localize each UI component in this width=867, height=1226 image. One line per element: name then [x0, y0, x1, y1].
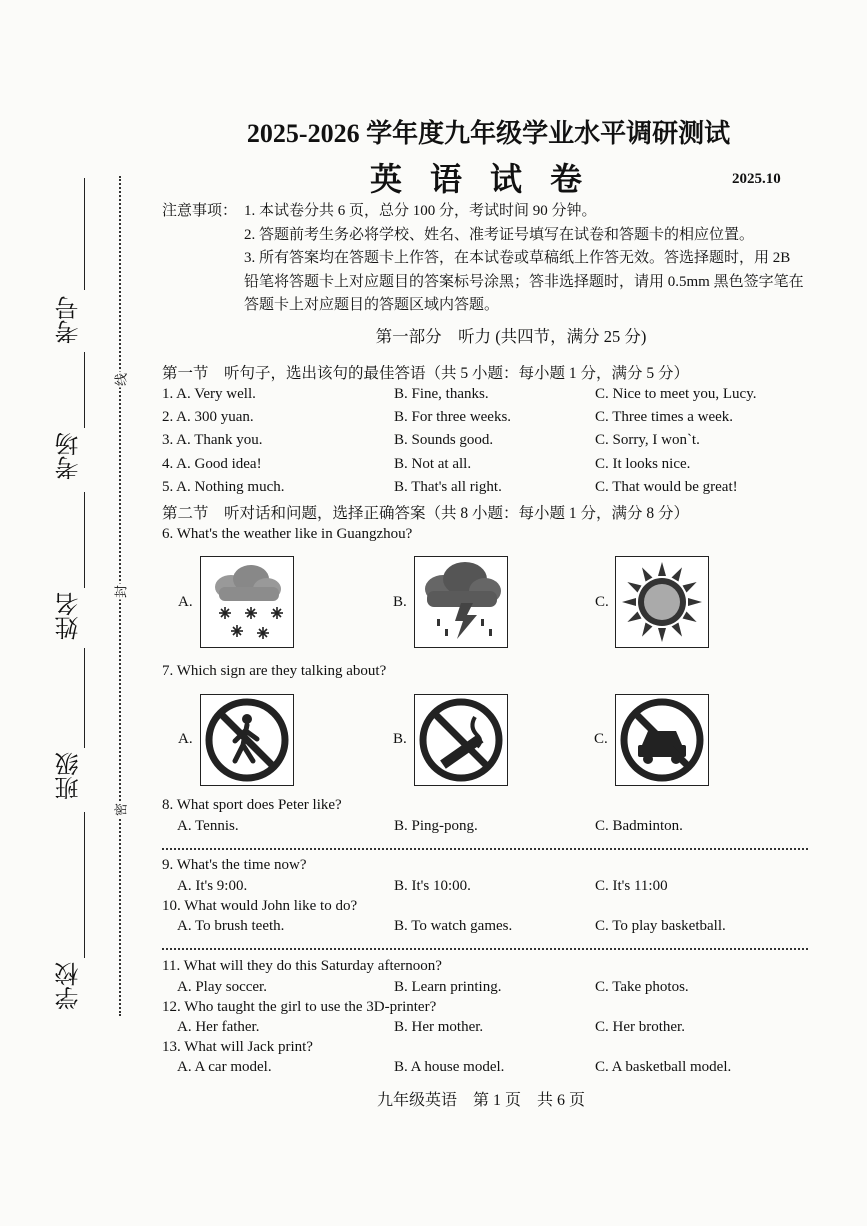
no-pedestrians-sign-icon: [200, 694, 294, 786]
q12-option-c: C. Her brother.: [595, 1019, 685, 1035]
q13-stem: 13. What will Jack print?: [162, 1039, 313, 1055]
q8-option-a: A. Tennis.: [177, 818, 239, 834]
q3-option-b: B. Sounds good.: [394, 432, 494, 448]
q3-option-a: 3. A. Thank you.: [162, 432, 263, 448]
instruction-item: 3. 所有答案均在答题卡上作答，在本试卷或草稿纸上作答无效。答选择题时，用 2B 铅笔将答题卡上对应题目的答案标号涂黑；答非选择题时，请用 0.5mm 黑色签字笔在答题卡上对应题目的答题区域内答题。: [244, 250, 804, 313]
q10-option-a: A. To brush teeth.: [177, 918, 285, 934]
q9-option-a: A. It's 9:00.: [177, 878, 248, 894]
q11-option-a: A. Play soccer.: [177, 979, 267, 995]
divider: [162, 848, 808, 850]
name-line: [84, 492, 85, 588]
school-label: 学校: [57, 962, 83, 1010]
no-cars-sign-icon: [615, 694, 709, 786]
q6-label-c: C.: [595, 594, 609, 610]
q7-label-c: C.: [594, 731, 608, 747]
q13-option-b: B. A house model.: [394, 1059, 505, 1075]
q11-stem: 11. What will they do this Saturday afternoon?: [162, 958, 442, 974]
q10-stem: 10. What would John like to do?: [162, 898, 358, 914]
q7-label-a: A.: [178, 731, 193, 747]
q1-option-c: C. Nice to meet you, Lucy.: [595, 386, 757, 402]
q9-option-b: B. It's 10:00.: [394, 878, 471, 894]
q8-option-b: B. Ping-pong.: [394, 818, 478, 834]
q5-option-a: 5. A. Nothing much.: [162, 479, 285, 495]
q10-option-b: B. To watch games.: [394, 918, 513, 934]
q12-stem: 12. Who taught the girl to use the 3D-printer?: [162, 999, 437, 1015]
q8-stem: 8. What sport does Peter like?: [162, 797, 342, 813]
class-line: [84, 648, 85, 748]
q9-stem: 9. What's the time now?: [162, 857, 307, 873]
instruction-item: 2. 答题前考生务必将学校、姓名、准考证号填写在试卷和答题卡的相应位置。: [244, 226, 755, 243]
q11-option-c: C. Take photos.: [595, 979, 689, 995]
snow-cloud-icon: [200, 556, 294, 648]
q2-option-b: B. For three weeks.: [394, 409, 512, 425]
q5-option-c: C. That would be great!: [595, 479, 738, 495]
q4-option-b: B. Not at all.: [394, 456, 472, 472]
part-heading: 第一部分 听力 (共四节，满分 25 分): [375, 327, 647, 346]
q5-option-b: B. That's all right.: [394, 479, 502, 495]
q13-option-c: C. A basketball model.: [595, 1059, 732, 1075]
q1-option-b: B. Fine, thanks.: [394, 386, 489, 402]
q6-stem: 6. What's the weather like in Guangzhou?: [162, 526, 413, 542]
q6-label-a: A.: [178, 594, 193, 610]
exam-room-label: 考场: [57, 432, 83, 480]
thunderstorm-icon: [414, 556, 508, 648]
q1-option-a: 1. A. Very well.: [162, 386, 256, 402]
instruction-item: 1. 本试卷分共 6 页，总分 100 分，考试时间 90 分钟。: [244, 203, 597, 219]
sun-icon: [615, 556, 709, 648]
seal-char-secret: 密: [111, 802, 130, 818]
divider: [162, 948, 808, 950]
section2-heading: 第二节 听对话和问题，选择正确答案（共 8 小题：每小题 1 分，满分 8 分）: [162, 505, 690, 522]
q10-option-c: C. To play basketball.: [595, 918, 726, 934]
q2-option-c: C. Three times a week.: [595, 409, 734, 425]
instructions-lead: 注意事项：: [162, 203, 238, 219]
class-label: 班级: [57, 752, 83, 800]
q3-option-c: C. Sorry, I won`t.: [595, 432, 700, 448]
name-label: 姓名: [57, 592, 83, 640]
exam-number-label: 考号: [57, 296, 83, 344]
q2-option-a: 2. A. 300 yuan.: [162, 409, 254, 425]
q8-option-c: C. Badminton.: [595, 818, 683, 834]
q7-stem: 7. Which sign are they talking about?: [162, 663, 387, 679]
seal-char-seal: 封: [111, 584, 130, 600]
instructions: [162, 200, 804, 318]
q11-option-b: B. Learn printing.: [394, 979, 502, 995]
q13-option-a: A. A car model.: [177, 1059, 272, 1075]
page-footer: 九年级英语 第 1 页 共 6 页: [376, 1092, 585, 1109]
q6-label-b: B.: [393, 594, 407, 610]
q4-option-a: 4. A. Good idea!: [162, 456, 262, 472]
q12-option-b: B. Her mother.: [394, 1019, 484, 1035]
q12-option-a: A. Her father.: [177, 1019, 260, 1035]
exam-date: 2025.10: [732, 171, 781, 187]
section1-heading: 第一节 听句子，选出该句的最佳答语（共 5 小题：每小题 1 分，满分 5 分）: [162, 365, 690, 382]
q7-label-b: B.: [393, 731, 407, 747]
exam-room-line: [84, 352, 85, 428]
exam-subtitle: 英 语 试 卷: [369, 161, 592, 197]
q9-option-c: C. It's 11:00: [595, 878, 668, 894]
seal-char-line: 线: [111, 372, 130, 388]
no-smoking-sign-icon: [414, 694, 508, 786]
exam-title: 2025-2026 学年度九年级学业水平调研测试: [246, 119, 731, 148]
q4-option-c: C. It looks nice.: [595, 456, 691, 472]
school-line: [84, 812, 85, 958]
